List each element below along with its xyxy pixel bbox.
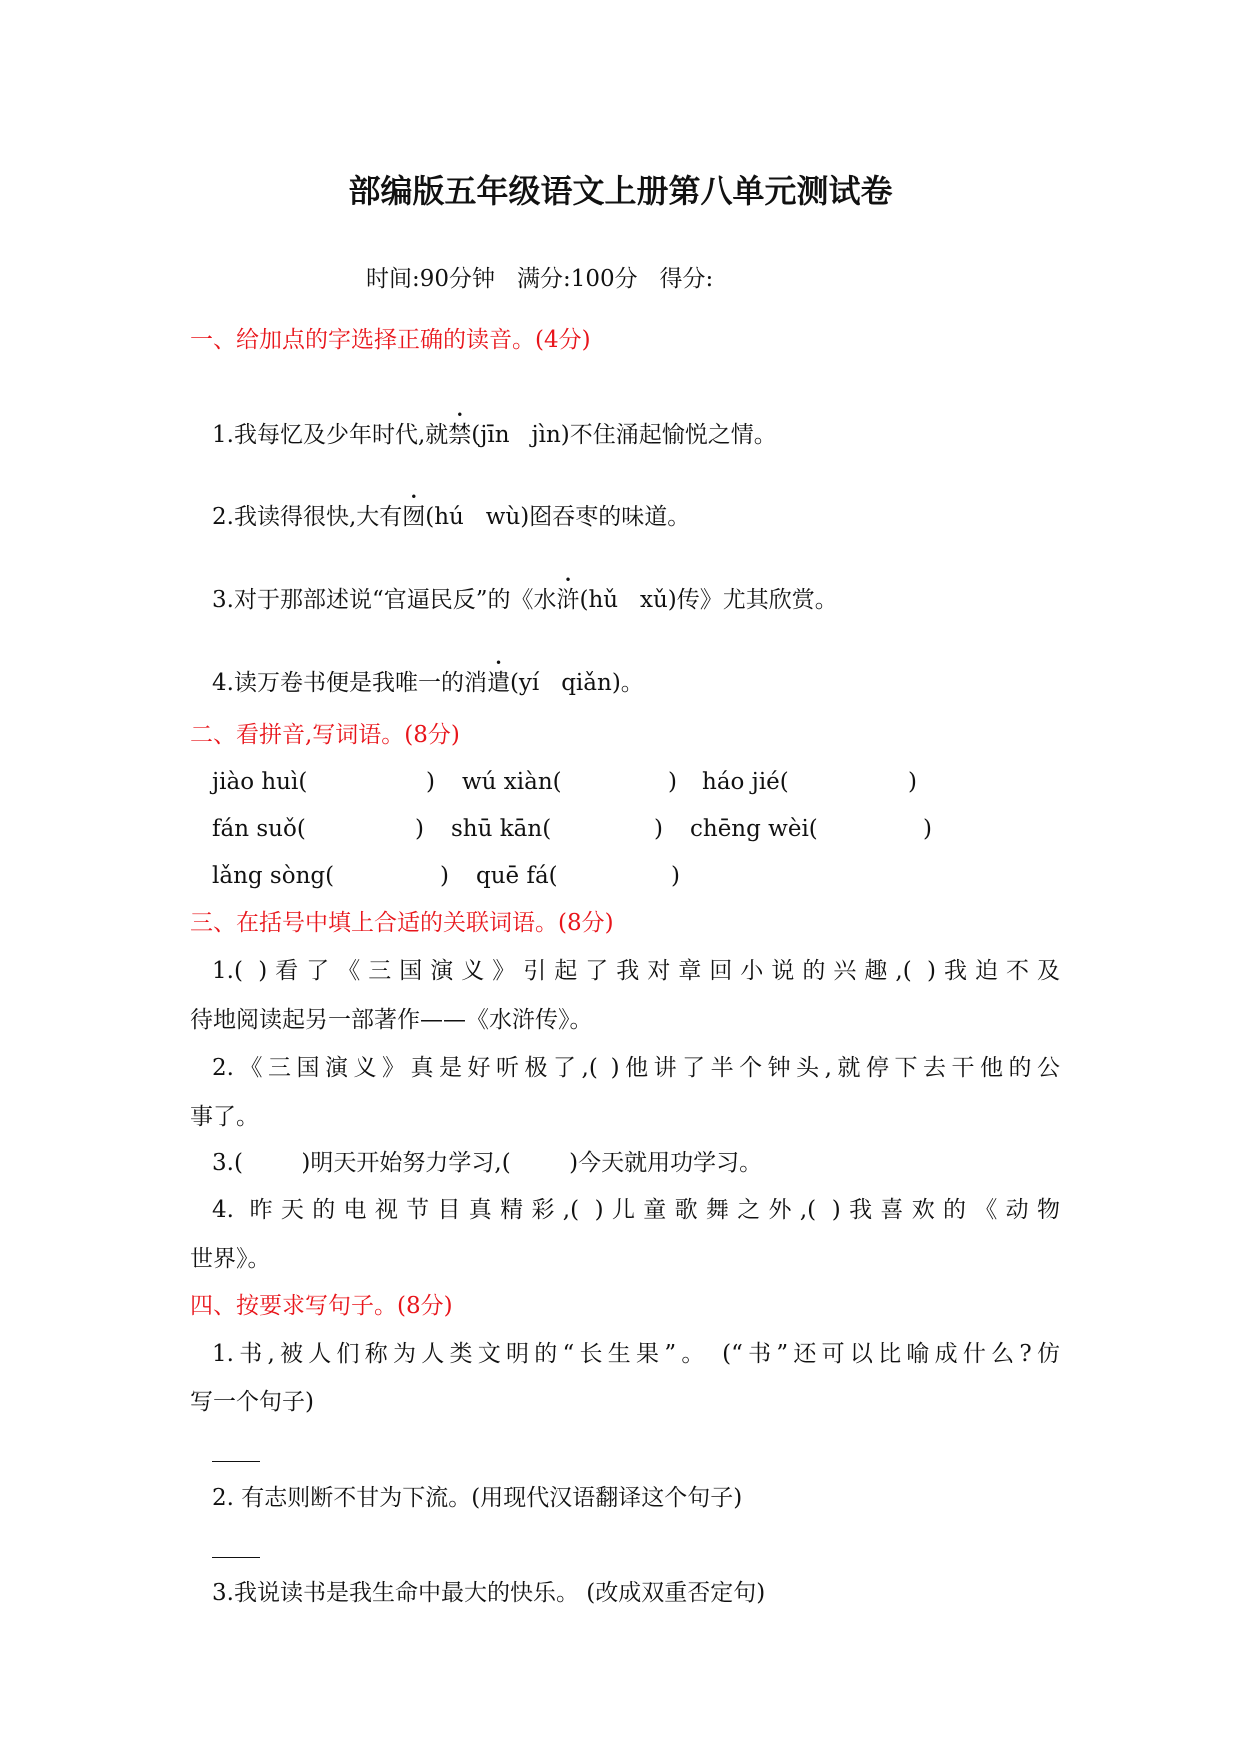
question-1-1	[212, 408, 777, 450]
close-paren: )	[415, 816, 424, 842]
question-text: 3.我说读书是我生命中最大的快乐。 (改成双重否定句)	[212, 1580, 766, 1606]
close-paren: )	[426, 769, 435, 795]
close-paren: )	[654, 816, 663, 842]
question-text: 3.对于那部述说“官逼民反”的《水	[212, 587, 557, 613]
question-text: 3.( )明天开始努力学习,( )今天就用功学习。	[212, 1150, 763, 1176]
page-title: 部编版五年级语文上册第八单元测试卷	[348, 172, 893, 210]
question-text: (yí qiǎn)。	[509, 670, 644, 696]
question-text: 2.我读得很快,大有	[212, 504, 403, 530]
dotted-char: 囫	[402, 504, 426, 530]
exam-meta: 时间:90分钟 满分:100分 得分:	[366, 266, 714, 292]
close-paren: )	[671, 863, 680, 889]
question-text: 4.读万卷书便是我唯一的消	[212, 670, 487, 696]
pinyin-item: wú xiàn(	[462, 769, 562, 795]
question-text: 1.我每忆及少年时代,就	[212, 422, 449, 448]
answer-line	[212, 1461, 260, 1462]
pinyin-item: quē fá(	[476, 863, 558, 889]
section-4-heading: 四、按要求写句子。(8分)	[190, 1293, 453, 1319]
question-text: 1.书,被人们称为人类文明的“长生果”。 (“书”还可以比喻成什么?仿	[212, 1341, 1060, 1367]
question-text: (hǔ xǔ)传》尤其欣赏。	[579, 587, 838, 613]
section-1-heading: 一、给加点的字选择正确的读音。(4分)	[190, 327, 591, 353]
question-text: 2. 有志则断不甘为下流。(用现代汉语翻译这个句子)	[212, 1485, 743, 1511]
section-2-heading: 二、看拼音,写词语。(8分)	[190, 722, 460, 748]
section-3-heading: 三、在括号中填上合适的关联词语。(8分)	[190, 910, 614, 936]
pinyin-item: fán suǒ(	[212, 816, 306, 842]
answer-line	[212, 1557, 260, 1558]
dotted-char: 浒	[556, 587, 580, 613]
question-1-3	[212, 573, 838, 615]
close-paren: )	[923, 816, 932, 842]
question-text: 2.《三国演义》真是好听极了,( )他讲了半个钟头,就停下去干他的公	[212, 1055, 1060, 1081]
pinyin-item: shū kān(	[451, 816, 552, 842]
close-paren: )	[668, 769, 677, 795]
question-text: (hú wù)囵吞枣的味道。	[425, 504, 691, 530]
question-text: 待地阅读起另一部著作——《水浒传》。	[190, 1007, 593, 1033]
question-text: (jīn jìn)不住涌起愉悦之情。	[471, 422, 777, 448]
pinyin-item: lǎng sòng(	[212, 863, 335, 889]
pinyin-item: háo jié(	[702, 769, 789, 795]
question-text: 4. 昨天的电视节目真精彩,( )儿童歌舞之外,( )我喜欢的《动物	[212, 1197, 1060, 1223]
close-paren: )	[908, 769, 917, 795]
dotted-char: 遣	[486, 670, 510, 696]
question-text: 世界》。	[190, 1246, 271, 1272]
close-paren: )	[440, 863, 449, 889]
pinyin-item: jiào huì(	[212, 769, 308, 795]
question-1-2	[212, 490, 690, 532]
question-1-4	[212, 656, 644, 698]
question-text: 写一个句子)	[190, 1389, 314, 1415]
pinyin-item: chēng wèi(	[690, 816, 818, 842]
question-text: 1.( )看了《三国演义》引起了我对章回小说的兴趣,( )我迫不及	[212, 958, 1060, 984]
dotted-char: 禁	[448, 422, 472, 448]
question-text: 事了。	[190, 1104, 259, 1130]
